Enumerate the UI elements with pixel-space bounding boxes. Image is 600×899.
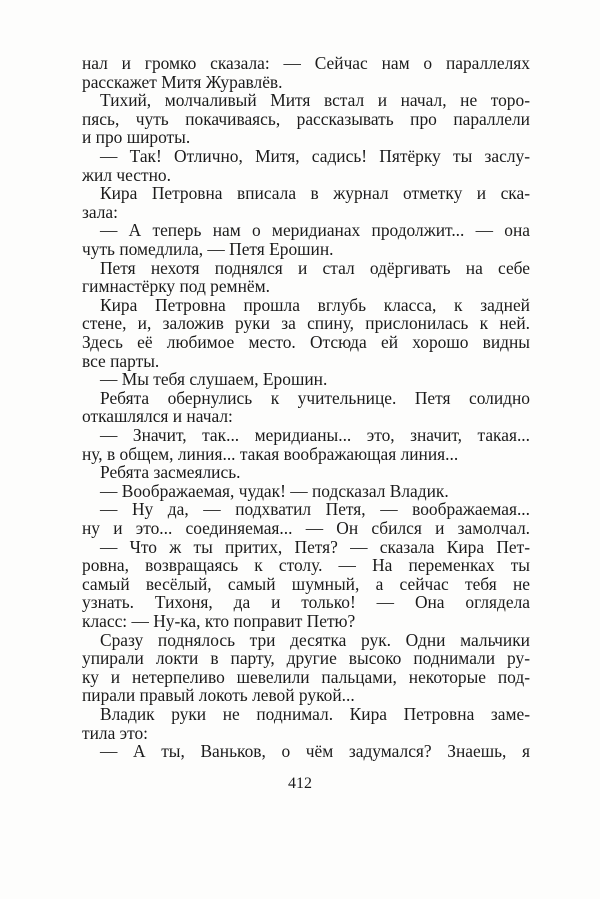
text-line: Ребята обернулись к учительнице. Петя солидно bbox=[100, 387, 530, 408]
text-line: Ребята засмеялись. bbox=[100, 462, 241, 483]
text-line: ку и нетерпеливо шевелили пальцами, некоторые под- bbox=[82, 666, 530, 687]
text-line: чуть помедлила, — Петя Ерошин. bbox=[82, 239, 334, 259]
text-line: ровна, возвращаясь к столу. — На переменках ты bbox=[82, 555, 530, 576]
text-line: пясь, чуть покачиваясь, рассказывать про параллели bbox=[82, 108, 530, 129]
text-line: ну и это... соединяемая... — Он сбился и замолчал. bbox=[82, 518, 530, 538]
text-line: Тихий, молчаливый Митя встал и начал, не торо- bbox=[100, 90, 530, 111]
text-line: Сразу поднялось три десятка рук. Одни мальчики bbox=[100, 629, 530, 650]
text-line: — А ты, Ваньков, о чём задумался? Знаешь, я bbox=[100, 741, 530, 762]
text-line: самый весёлый, самый шумный, а сейчас тебя не bbox=[82, 573, 530, 594]
text-line: стене, и, заложив руки за спину, прислонилась к ней. bbox=[82, 313, 530, 334]
text-line: нал и громко сказала: — Сейчас нам о параллелях bbox=[82, 53, 530, 73]
text-line: класс: — Ну-ка, кто поправит Петю? bbox=[82, 611, 356, 631]
text-line: расскажет Митя Журавлёв. bbox=[82, 71, 283, 92]
text-line: Здесь её любимое место. Отсюда ей хорошо видны bbox=[82, 332, 530, 352]
text-line: откашлялся и начал: bbox=[82, 406, 233, 427]
text-line: пирали правый локоть левой рукой... bbox=[82, 685, 355, 706]
text-line: жил честно. bbox=[82, 164, 171, 185]
text-line: Петя нехотя поднялся и стал одёргивать на себе bbox=[100, 257, 530, 278]
text-line: — Так! Отлично, Митя, садись! Пятёрку ты заслу- bbox=[100, 146, 530, 166]
text-line: — Ну да, — подхватил Петя, — воображаемая... bbox=[100, 499, 530, 520]
text-line: — Значит, так... меридианы... это, значит, такая... bbox=[100, 425, 530, 445]
text-line: упирали локти в парту, другие высоко поднимали ру- bbox=[82, 648, 530, 669]
text-line: Кира Петровна прошла вглубь класса, к задней bbox=[100, 294, 530, 315]
text-line: Владик руки не поднимал. Кира Петровна заме- bbox=[100, 704, 530, 724]
text-line: гимнастёрку под ремнём. bbox=[82, 276, 270, 297]
text-line: Кира Петровна вписала в журнал отметку и ска- bbox=[100, 183, 530, 204]
text-line: зала: bbox=[82, 201, 118, 222]
text-line: — А теперь нам о меридианах продолжит... — она bbox=[100, 220, 530, 241]
text-line: тила это: bbox=[82, 722, 149, 743]
text-line: узнать. Тихоня, да и только! — Она оглядела bbox=[82, 592, 530, 613]
text-line: и про широты. bbox=[82, 127, 191, 148]
text-line: — Воображаемая, чудак! — подсказал Владик. bbox=[100, 480, 449, 501]
text-line: — Мы тебя слушаем, Ерошин. bbox=[100, 369, 328, 390]
text-line: все парты. bbox=[82, 350, 160, 371]
text-line: — Что ж ты притих, Петя? — сказала Кира Пет- bbox=[100, 536, 530, 557]
page-number: 412 bbox=[288, 775, 312, 792]
text-line: ну, в общем, линия... такая воображающая линия... bbox=[82, 443, 459, 464]
